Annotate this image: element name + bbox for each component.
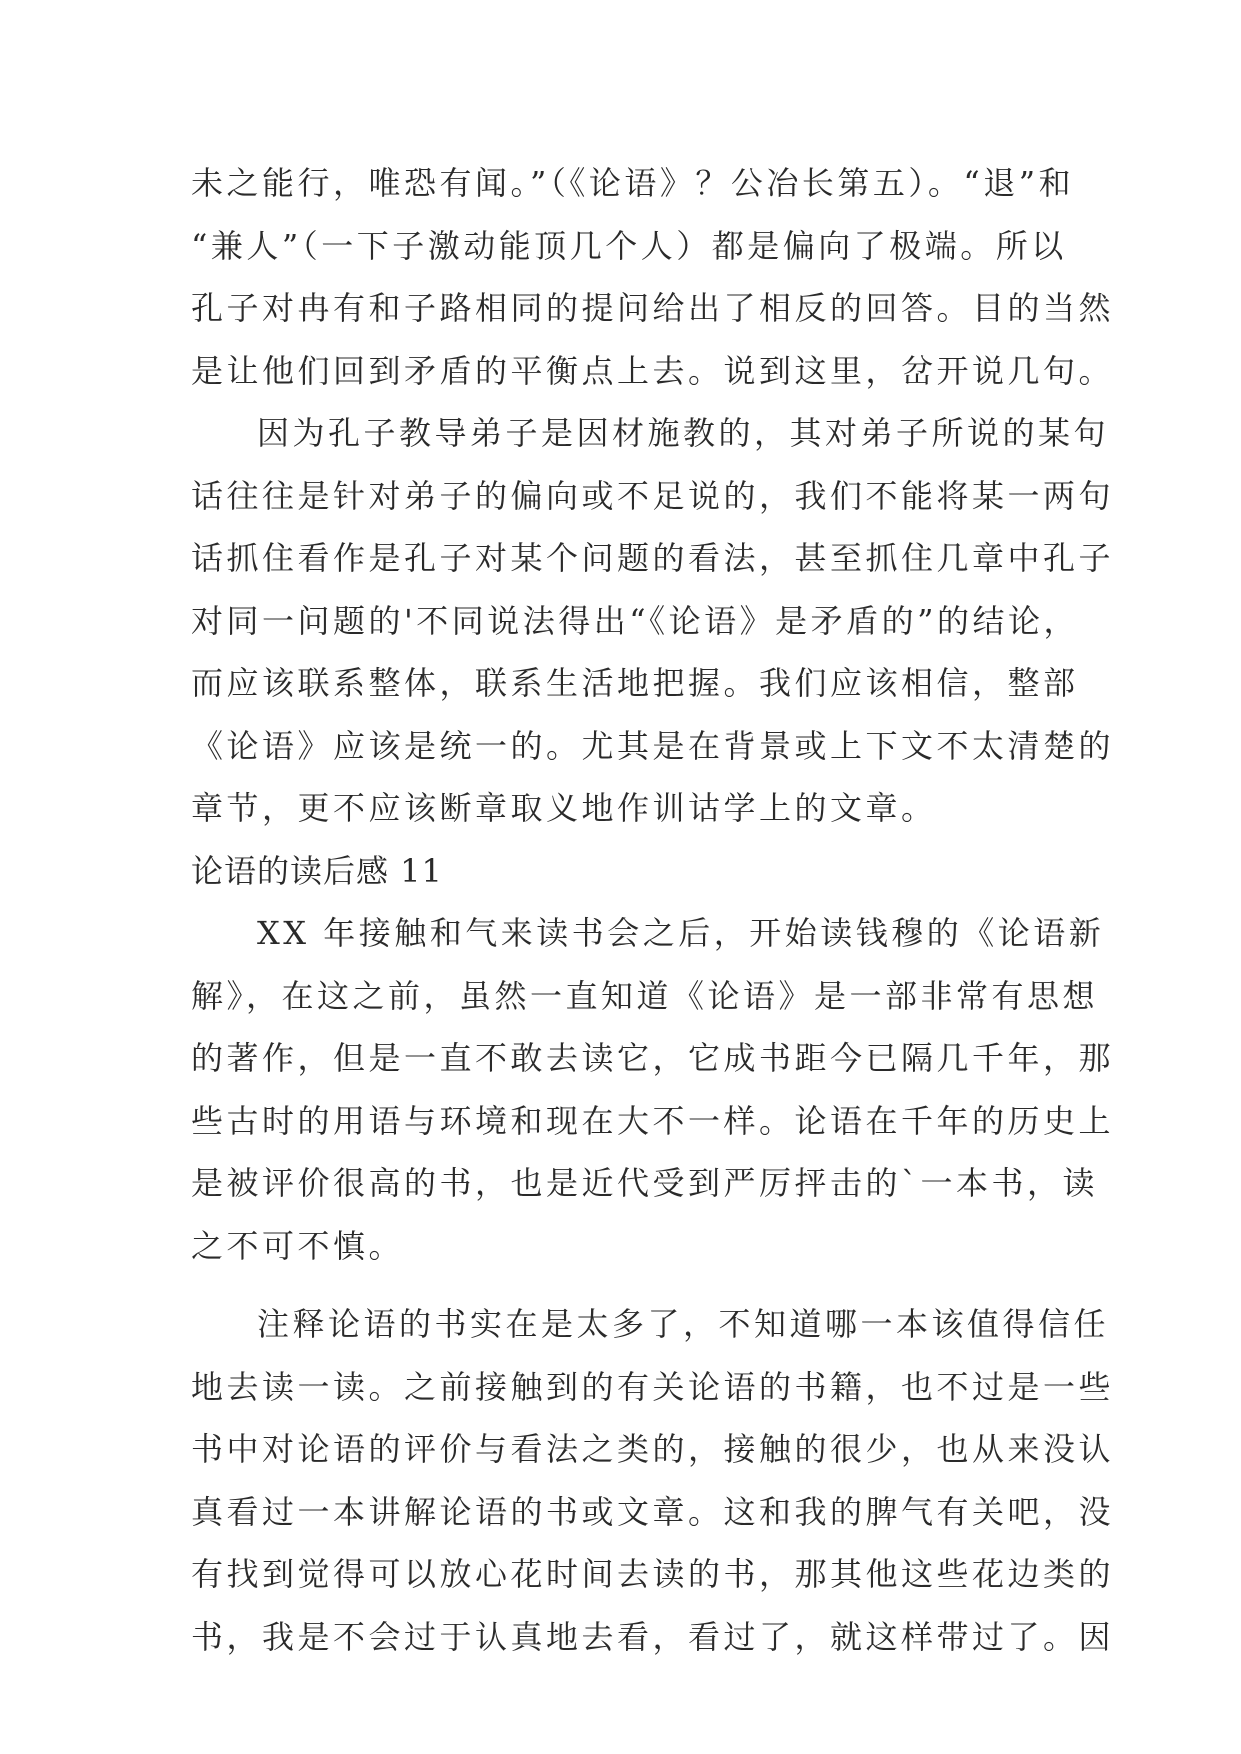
text-line: 真看过一本讲解论语的书或文章。这和我的脾气有关吧，没 [191, 1492, 1115, 1531]
text-line: 对同一问题的'不同说法得出“《论语》是矛盾的”的结论， [191, 601, 1080, 640]
document-page [191, 152, 1115, 1668]
text-line: 是让他们回到矛盾的平衡点上去。说到这里，岔开说几句。 [191, 351, 1115, 390]
text-line: 之不可不慎。 [191, 1226, 405, 1265]
section-heading: 论语的读后感 11 [191, 851, 443, 890]
text-line: “兼人”（一下子激动能顶几个人）都是偏向了极端。所以 [191, 226, 1067, 265]
text-line: 话往往是针对弟子的偏向或不足说的，我们不能将某一两句 [191, 476, 1115, 515]
paragraph-gap [191, 1277, 1051, 1293]
text-line: 解》，在这之前，虽然一直知道《论语》是一部非常有思想 [191, 976, 1099, 1015]
text-line: 孔子对冉有和子路相同的提问给出了相反的回答。目的当然 [191, 289, 1115, 327]
text-line: 是被评价很高的书，也是近代受到严厉抨击的`一本书，读 [191, 1164, 1099, 1202]
text-line: 《论语》应该是统一的。尤其是在背景或上下文不太清楚的 [191, 726, 1115, 765]
text-line: 话抓住看作是孔子对某个问题的看法，甚至抓住几章中孔子 [191, 539, 1115, 577]
text-line: 的著作，但是一直不敢去读它，它成书距今已隔几千年，那 [191, 1039, 1115, 1077]
text-line: 书中对论语的评价与看法之类的，接触的很少，也从来没认 [191, 1430, 1115, 1468]
text-line: 书，我是不会过于认真地去看，看过了，就这样带过了。因 [191, 1617, 1115, 1656]
paragraph-first-line: 因为孔子教导弟子是因材施教的，其对弟子所说的某句 [257, 414, 1110, 452]
text-line: 章节，更不应该断章取义地作训诂学上的文章。 [191, 789, 937, 827]
text-line: 未之能行，唯恐有闻。”（《论语》？公冶长第五）。“退”和 [191, 164, 1075, 202]
text-line: 地去读一读。之前接触到的有关论语的书籍，也不过是一些 [191, 1367, 1115, 1406]
text-line: 而应该联系整体，联系生活地把握。我们应该相信，整部 [191, 664, 1079, 702]
paragraph-first-line: 注释论语的书实在是太多了，不知道哪一本该值得信任 [257, 1305, 1110, 1343]
text-line: 有找到觉得可以放心花时间去读的书，那其他这些花边类的 [191, 1555, 1115, 1593]
text-line: 些古时的用语与环境和现在大不一样。论语在千年的历史上 [191, 1101, 1115, 1140]
paragraph-first-line: XX 年接触和气来读书会之后，开始读钱穆的《论语新 [257, 914, 1105, 952]
